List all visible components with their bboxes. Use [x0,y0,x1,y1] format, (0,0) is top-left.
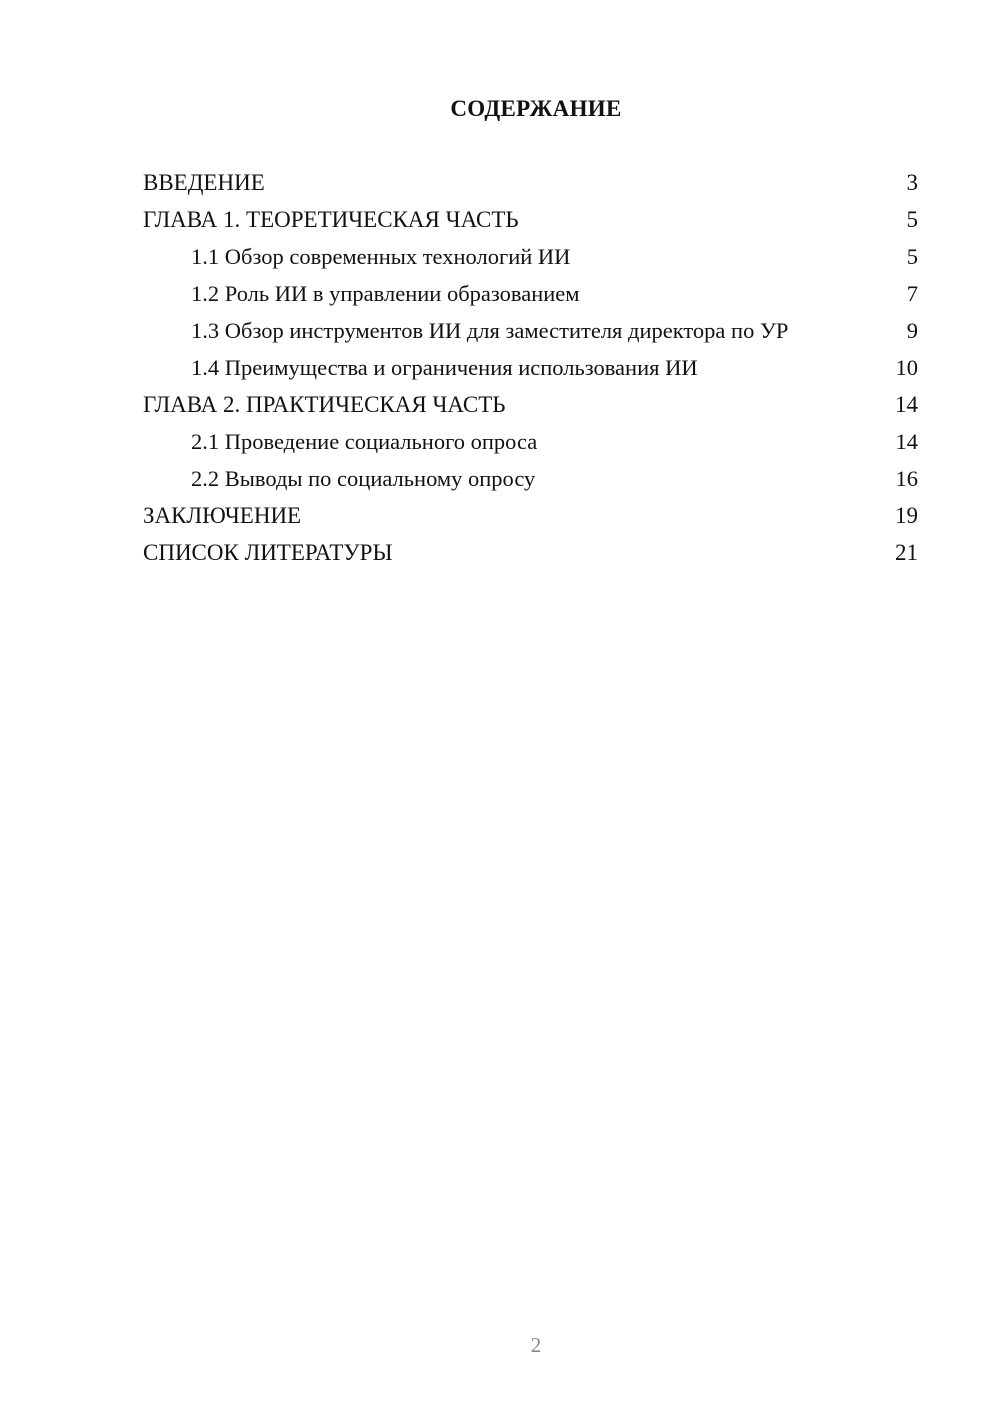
toc-entry-section-1-4[interactable] [143,355,918,381]
toc-entry-text: ВВЕДЕНИЕ [143,170,265,195]
toc-entry-text: 1.3 Обзор инструментов ИИ для заместителя директора по УР [191,318,789,343]
toc-entry-text: ГЛАВА 1. ТЕОРЕТИЧЕСКАЯ ЧАСТЬ [143,207,519,232]
toc-entry-conclusion[interactable] [143,503,918,529]
toc-entry-page: 10 [895,355,918,380]
toc-entry-section-1-1[interactable] [143,244,918,270]
toc-entry-introduction[interactable] [143,170,918,196]
toc-entry-text: 1.1 Обзор современных технологий ИИ [191,244,571,269]
toc-entry-page: 9 [906,318,918,343]
toc-entry-text: ЗАКЛЮЧЕНИЕ [143,503,302,528]
toc-entry-page: 5 [906,244,918,269]
toc-entry-references[interactable] [143,540,918,566]
toc-entry-page: 14 [895,392,918,417]
toc-entry-text: 1.2 Роль ИИ в управлении образованием [191,281,580,306]
page-number: 2 [530,1333,542,1357]
toc-entry-section-2-1[interactable] [143,429,918,455]
toc-entry-page: 7 [906,281,918,306]
toc-entry-text: 2.1 Проведение социального опроса [191,429,538,454]
page-title: СОДЕРЖАНИЕ [450,96,622,121]
toc-entry-text: 1.4 Преимущества и ограничения использования ИИ [191,355,698,380]
toc-entry-text: 2.2 Выводы по социальному опросу [191,466,536,491]
toc-entry-page: 19 [895,503,918,528]
toc-entry-section-2-2[interactable] [143,466,918,492]
toc-entry-section-1-3[interactable] [143,318,918,344]
toc-entry-page: 3 [906,170,918,195]
table-of-contents [143,170,918,577]
toc-entry-chapter-2[interactable] [143,392,918,418]
toc-entry-section-1-2[interactable] [143,281,918,307]
toc-entry-page: 14 [895,429,918,454]
toc-entry-page: 16 [895,466,918,491]
toc-entry-page: 21 [895,540,918,565]
toc-entry-chapter-1[interactable] [143,207,918,233]
toc-entry-text: ГЛАВА 2. ПРАКТИЧЕСКАЯ ЧАСТЬ [143,392,506,417]
toc-entry-text: СПИСОК ЛИТЕРАТУРЫ [143,540,393,565]
toc-entry-page: 5 [906,207,918,232]
